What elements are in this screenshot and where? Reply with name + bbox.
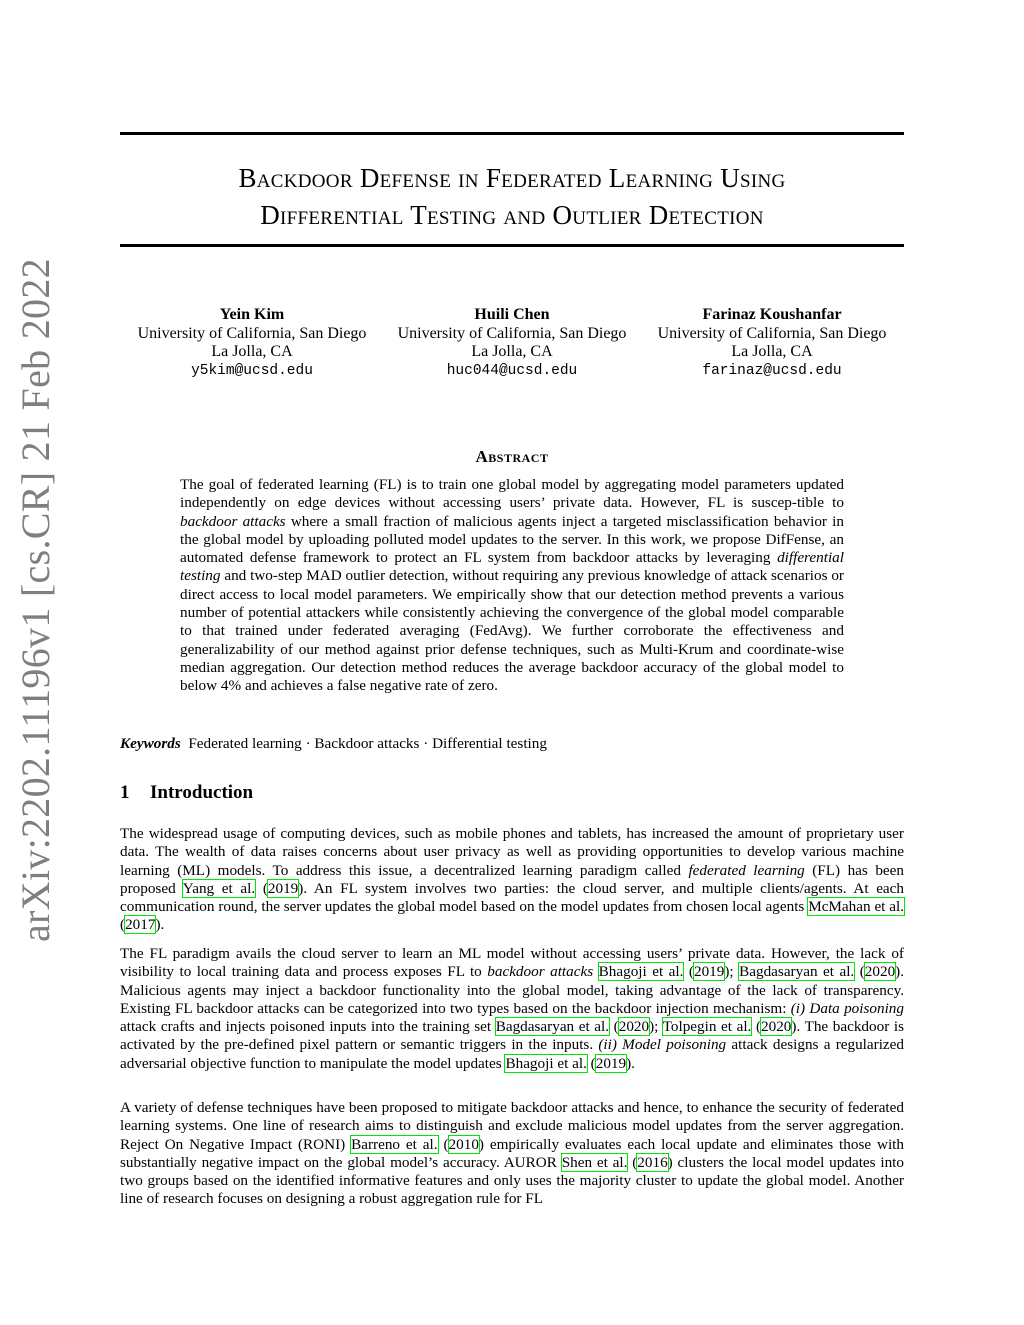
paragraph-text: The widespread usage of computing devices, such as mobile phones and tablets, has increased the amount of proprietary user data. The wealth of data raises concerns about user privacy as well as providing opportunities to develop various machine learning (ML) models. To address this issue, a decentralized learning paradigm called bbox=[120, 825, 904, 879]
paragraph-text: . Malicious agents may inject a backdoor functionality into the global model, taking advantage of the lack of transparency. Existing FL backdoor attacks can be categorized into two types based on the backdoor injection mechanism: bbox=[120, 963, 905, 1017]
paragraph-text: . bbox=[160, 916, 165, 934]
paragraph-emphasis: federated learning bbox=[688, 861, 805, 879]
author-block bbox=[642, 306, 902, 380]
paragraph-text: . An FL system involves two parties: the cloud server, and multiple clients/agents. At each communication round, the server updates the global model based on the model updates from chosen local agents bbox=[120, 879, 905, 916]
citation-year-link[interactable]: 2020 bbox=[761, 1018, 792, 1036]
citation-year-link[interactable]: 2020 bbox=[618, 1018, 650, 1036]
author-location: La Jolla, CA bbox=[211, 343, 293, 360]
paragraph-text: . The backdoor is activated by the pre-defined pixel pattern or semantic triggers in the inputs. bbox=[120, 1018, 904, 1054]
keywords-label: Keywords bbox=[120, 735, 181, 752]
paragraph-text: attack designs a regularized adversarial objective function to manipulate the model updates bbox=[120, 1036, 904, 1072]
author-block bbox=[382, 306, 642, 380]
paragraph-text: attack crafts and injects poisoned inputs into the training set bbox=[120, 1018, 496, 1036]
author-email[interactable]: huc044@ucsd.edu bbox=[446, 362, 578, 379]
author-affiliation: University of California, San Diego bbox=[397, 324, 627, 342]
section-title: Introduction bbox=[150, 782, 254, 803]
citation-year-link[interactable]: 2010 bbox=[448, 1135, 479, 1153]
abstract-text: where a small fraction of malicious agents inject a targeted misclassification behavior in the global model by uploading polluted model updates to the server. In this work, we propose DifFense, an automated defense framework to protect an FL system from backdoor attacks by leveraging bbox=[180, 512, 844, 567]
citation-link[interactable]: Shen et al. bbox=[561, 1153, 628, 1171]
abstract-body bbox=[180, 476, 844, 696]
section-heading bbox=[120, 782, 253, 804]
abstract-text: and two-step MAD outlier detection, without requiring any previous knowledge of attack scenarios or direct access to local model parameters. We empirically show that our detection method prevents a various number of potential attackers while consistently achieving the convergence of the global model comparable to that trained under federated averaging (FedAvg). We further corroborate the effectiveness and generalizability of our method against prior defense techniques, such as Multi-Krum and coordinate-wise median aggregation. Our detection method reduces the average backdoor accuracy of the global model to below 4% and achieves a false negative rate of zero. bbox=[180, 567, 844, 695]
intro-paragraph-1: The widespread usage of computing devices, such as mobile phones and tablets, has increased the amount of proprietary user data. The wealth of data raises concerns about user privacy as well as providing opportunities to develop various machine learning (ML) models. To address this issue, a decentralized learning paradigm called federated learning (FL) has been proposed Yang et al. (2019). An FL system involves two parties: the cloud server, and multiple clients/agents. At each communication round, the server updates the global model based on the model updates from chosen local agents McMahan et al. (2017). bbox=[120, 825, 905, 934]
citation-link[interactable]: Barreno et al. bbox=[351, 1135, 438, 1153]
keywords-line bbox=[120, 735, 547, 753]
author-name: Yein Kim bbox=[219, 306, 285, 323]
intro-paragraph-2: The FL paradigm avails the cloud server to learn an ML model without accessing users’ private data. However, the lack of visibility to local training data and process exposes FL to backdoor attacks Bhagoji et al. (2019); Bagdasaryan et al. (2020). Malicious agents may inject a backdoor functionality into the global model, taking advantage of the lack of transparency. Existing FL backdoor attacks can be categorized into two types based on the backdoor injection mechanism: (i) Data poisoning attack crafts and injects poisoned inputs into the training set Bagdasaryan et al. (2020); Tolpegin et al. (2020). The backdoor is activated by the pre-defined pixel pattern or semantic triggers in the inputs. (ii) Model poisoning attack designs a regularized adversarial objective function to manipulate the model updates Bhagoji et al. (2019). bbox=[120, 945, 905, 1072]
author-email[interactable]: y5kim@ucsd.edu bbox=[191, 362, 313, 379]
abstract-text: The goal of federated learning (FL) is to train one global model by aggregating model parameters updated independently on edge devices without accessing users’ private data. However, FL is suscep-tible to bbox=[180, 476, 844, 512]
keywords-list: Federated learning · Backdoor attacks · Differential testing bbox=[188, 735, 547, 752]
paragraph-text: A variety of defense techniques have been proposed to mitigate backdoor attacks and hence, to enhance the security of federated learning systems. One line of research aims to distinguish and exclude malicious model updates from the server aggregation. Reject On Negative Impact (RONI) bbox=[120, 1099, 904, 1153]
paragraph-text: The FL paradigm avails the cloud server to learn an ML model without accessing users’ private data. However, the lack of visibility to local training data and process exposes FL to bbox=[120, 945, 904, 981]
paragraph-text: empirically evaluates each local update and eliminates those with substantially negative impact on the global model’s accuracy. AUROR bbox=[120, 1135, 904, 1171]
citation-link[interactable]: Yang et al. bbox=[182, 879, 256, 897]
author-location: La Jolla, CA bbox=[471, 343, 553, 360]
paragraph-text: (FL) has been proposed bbox=[120, 861, 904, 897]
citation-link[interactable]: Bhagoji et al. bbox=[505, 1054, 587, 1072]
paragraph-emphasis: (i) Data poisoning bbox=[790, 999, 904, 1017]
section-number: 1 bbox=[120, 782, 130, 803]
citation-year-link[interactable]: 2019 bbox=[267, 879, 299, 897]
title-line-2: Differential Testing and Outlier Detection bbox=[260, 200, 764, 230]
abstract-emphasis: backdoor attacks bbox=[180, 512, 286, 530]
author-name: Farinaz Koushanfar bbox=[702, 306, 842, 323]
author-email[interactable]: farinaz@ucsd.edu bbox=[702, 362, 842, 379]
paragraph-text: . bbox=[631, 1054, 635, 1072]
citation-link[interactable]: Bagdasaryan et al. bbox=[739, 963, 855, 981]
paragraph-text: clusters the local model updates into two groups based on the identified informative features and only uses the majority cluster to update the global model. Another line of research focuses on designing a robust aggregation rule for FL bbox=[120, 1153, 905, 1208]
author-block bbox=[122, 306, 382, 380]
abstract-emphasis: differential testing bbox=[180, 549, 844, 585]
author-location: La Jolla, CA bbox=[731, 343, 813, 360]
arxiv-identifier-stamp: arXiv:2202.11196v1 [cs.CR] 21 Feb 2022 bbox=[13, 258, 58, 942]
citation-link[interactable]: Bhagoji et al. bbox=[598, 963, 684, 981]
citation-link[interactable]: McMahan et al. bbox=[808, 898, 905, 916]
intro-paragraph-3: A variety of defense techniques have been proposed to mitigate backdoor attacks and hence, to enhance the security of federated learning systems. One line of research aims to distinguish and exclude malicious model updates from the server aggregation. Reject On Negative Impact (RONI) Barreno et al. (2010) empirically evaluates each local update and eliminates those with substantially negative impact on the global model’s accuracy. AUROR Shen et al. (2016) clusters the local model updates into two groups based on the identified informative features and only uses the majority cluster to update the global model. Another line of research focuses on designing a robust aggregation rule for FL bbox=[120, 1099, 905, 1208]
citation-year-link[interactable]: 2019 bbox=[693, 963, 725, 981]
citation-year-link[interactable]: 2017 bbox=[125, 916, 156, 934]
paper-title bbox=[120, 160, 904, 234]
author-affiliation: University of California, San Diego bbox=[137, 324, 367, 342]
citation-link[interactable]: Tolpegin et al. bbox=[662, 1018, 752, 1036]
citation-link[interactable]: Bagdasaryan et al. bbox=[495, 1018, 610, 1036]
title-line-1: Backdoor Defense in Federated Learning Using bbox=[238, 163, 786, 193]
title-top-rule bbox=[120, 132, 904, 135]
title-bottom-rule bbox=[120, 244, 904, 247]
abstract-heading: Abstract bbox=[475, 447, 549, 466]
paragraph-emphasis: backdoor attacks bbox=[487, 963, 594, 981]
citation-year-link[interactable]: 2016 bbox=[637, 1153, 668, 1171]
author-name: Huili Chen bbox=[474, 306, 550, 323]
citation-year-link[interactable]: 2020 bbox=[864, 963, 896, 981]
citation-year-link[interactable]: 2019 bbox=[595, 1054, 627, 1072]
paragraph-emphasis: (ii) Model poisoning bbox=[598, 1036, 727, 1054]
author-affiliation: University of California, San Diego bbox=[657, 324, 887, 342]
